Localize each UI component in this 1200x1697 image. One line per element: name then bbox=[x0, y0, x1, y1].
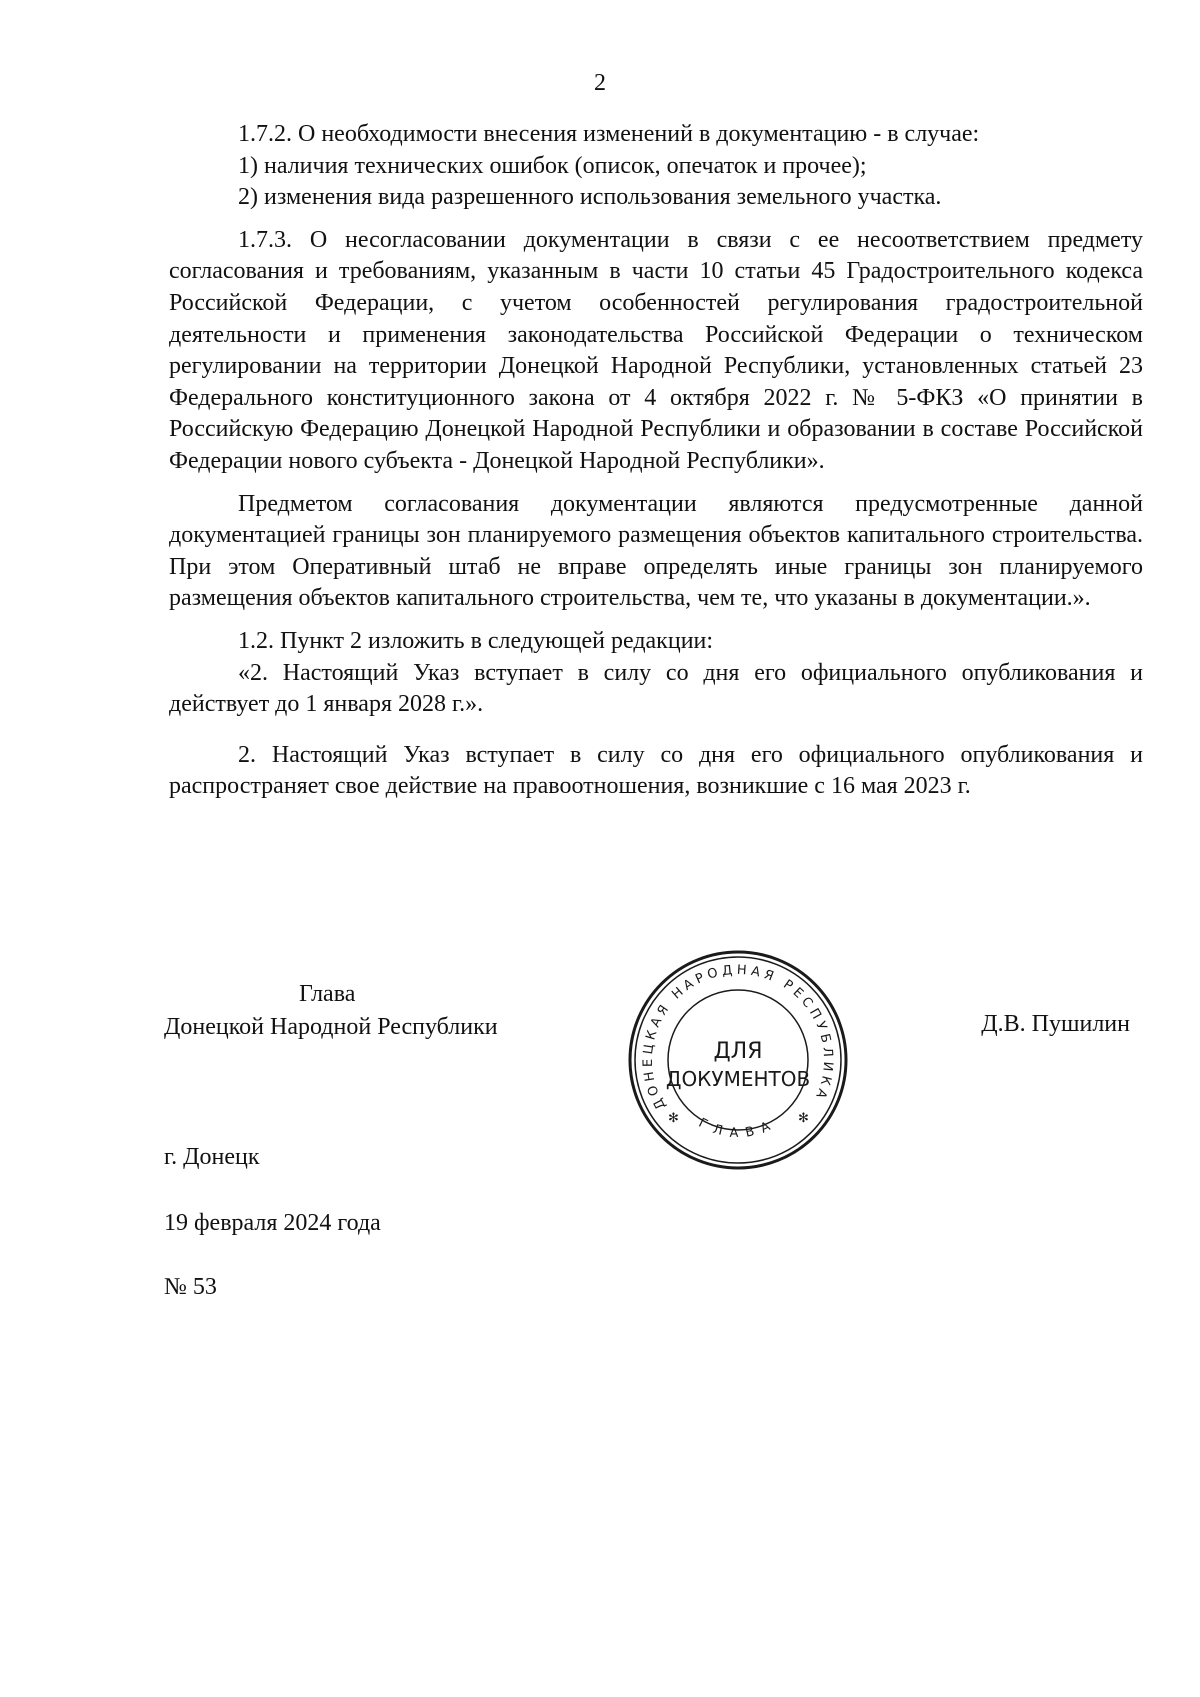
paragraph-quoted-clause: «2. Настоящий Указ вступает в силу со дня его официального опубликования и действует до 1 января 2028 г.». bbox=[169, 659, 1143, 718]
stamp-star-right: ✻ bbox=[798, 1111, 809, 1126]
stamp-center-line1: ДЛЯ bbox=[713, 1039, 763, 1064]
document-number: № 53 bbox=[164, 1274, 217, 1300]
paragraph-2: 2. Настоящий Указ вступает в силу со дня его официального опубликования и распространяет свое действие на правоотношения, возникшие с 16 мая 2023 г. bbox=[169, 741, 1143, 800]
paragraph-1-2: 1.2. Пункт 2 изложить в следующей редакции: bbox=[238, 627, 714, 654]
official-seal-stamp bbox=[626, 948, 850, 1172]
paragraph-1-7-3: 1.7.3. О несогласовании документации в связи с ее несоответствием предмету согласования и требованиям, указанным в части 10 статьи 45 Градостроительного кодекса Российской Федерации, с учетом особенностей регулирования градостроительной деятельности и применения законодательства Российской Федерации о техническом регулировании на территории Донецкой Народной Республики, установленных статьей 23 Федерального конституционного закона от 4 октября 2022 г. № 5-ФКЗ «О принятии в Российскую Федерацию Донецкой Народной Республики и образовании в составе Российской Федерации нового субъекта - Донецкой Народной Республики». bbox=[169, 226, 1143, 474]
document-body bbox=[169, 119, 1143, 803]
page-number: 2 bbox=[594, 70, 606, 96]
paragraph-item-2: 2) изменения вида разрешенного использования земельного участка. bbox=[238, 184, 942, 211]
signatory-title bbox=[164, 978, 498, 1044]
document-date: 19 февраля 2024 года bbox=[164, 1210, 381, 1236]
paragraph-1-7-2: 1.7.2. О необходимости внесения изменений в документацию - в случае: bbox=[238, 121, 980, 147]
stamp-star-left: ✻ bbox=[668, 1111, 679, 1126]
signatory-title-line2: Донецкой Народной Республики bbox=[164, 1014, 498, 1040]
stamp-ring-text: ДОНЕЦКАЯ НАРОДНАЯ РЕСПУБЛИКА bbox=[640, 962, 836, 1112]
signatory-title-line1: Глава bbox=[299, 981, 356, 1007]
document-place: г. Донецк bbox=[164, 1144, 260, 1170]
stamp-center-line2: ДОКУМЕНТОВ bbox=[665, 1067, 811, 1091]
paragraph-subject: Предметом согласования документации являются предусмотренные данной документацией границы зон планируемого размещения объектов капитального строительства. При этом Оперативный штаб не вправе определять иные границы зон планируемого размещения объектов капитального строительства, чем те, что указаны в документации.». bbox=[169, 490, 1143, 612]
paragraph-item-1: 1) наличия технических ошибок (описок, опечаток и прочее); bbox=[238, 152, 867, 179]
stamp-bottom-text: ГЛАВА bbox=[696, 1115, 780, 1141]
signatory-name: Д.В. Пушилин bbox=[981, 1011, 1130, 1037]
